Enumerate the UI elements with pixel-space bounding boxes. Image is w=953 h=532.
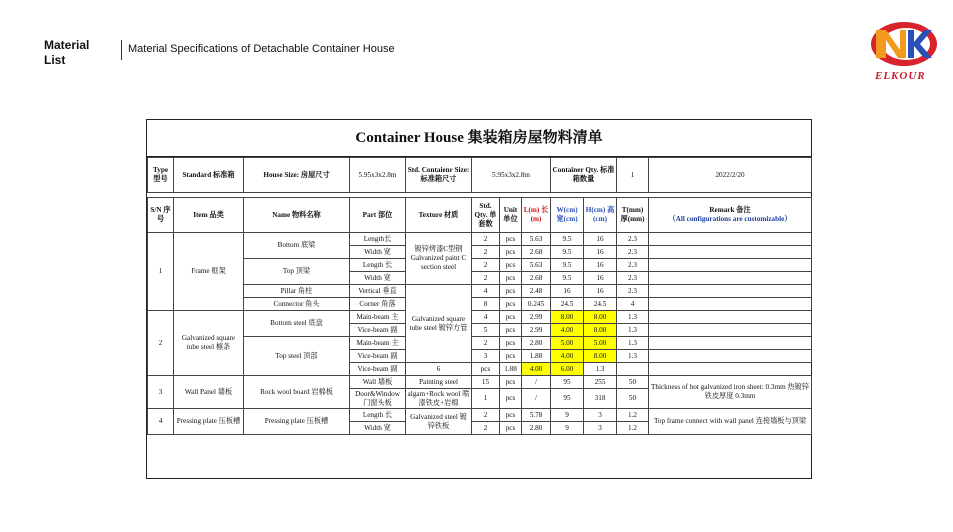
unit-cell: pcs	[500, 298, 522, 311]
material-list-document	[146, 119, 812, 479]
unit-cell: pcs	[500, 233, 522, 246]
material-table	[147, 157, 812, 435]
thickness-cell: 2.3	[617, 272, 649, 285]
header-texture: Texture 材质	[406, 198, 472, 233]
qty-cell: 6	[406, 363, 472, 376]
remark-note: （All configurations are customizable）	[668, 215, 792, 223]
length-cell: 2.48	[522, 285, 551, 298]
length-cell: 1.88	[500, 363, 522, 376]
sn-cell: 1	[148, 233, 174, 311]
remark-cell: Thickness of hot galvanized iron sheet: 0.3mm 热镀锌铁皮厚度 0.3mm	[649, 376, 812, 409]
qty-cell: 4	[472, 285, 500, 298]
info-row	[148, 158, 812, 193]
length-cell: 2.68	[522, 246, 551, 259]
qty-cell: 2	[472, 246, 500, 259]
header-std-qty: Std. Qty. 单套数	[472, 198, 500, 233]
page-subtitle: Material Specifications of Detachable Container House	[128, 43, 395, 55]
part-cell: Vertical 垂直	[350, 285, 406, 298]
thickness-cell: 2.3	[617, 285, 649, 298]
width-cell: 8.00	[551, 311, 584, 324]
unit-cell: pcs	[500, 409, 522, 422]
name-cell: Connector 角头	[244, 298, 350, 311]
unit-cell: pcs	[500, 285, 522, 298]
unit-cell: pcs	[500, 350, 522, 363]
container-qty-value: 1	[617, 158, 649, 193]
header-thickness: T(mm) 厚(mm)	[617, 198, 649, 233]
remark-cell	[649, 324, 812, 337]
part-cell: Vice-beam 副	[350, 363, 406, 376]
name-cell: Pillar 角柱	[244, 285, 350, 298]
remark-cell	[649, 298, 812, 311]
table-row	[148, 298, 812, 311]
sn-cell: 3	[148, 376, 174, 409]
remark-cell	[649, 233, 812, 246]
length-cell: 5.63	[522, 259, 551, 272]
qty-cell: 4	[472, 311, 500, 324]
header-item: Item 品类	[174, 198, 244, 233]
part-cell: Wall 墙板	[350, 376, 406, 389]
thickness-cell: 1.3	[584, 363, 617, 376]
qty-cell: 2	[472, 422, 500, 435]
unit-cell: pcs	[500, 272, 522, 285]
remark-cell	[649, 350, 812, 363]
table-row	[148, 409, 812, 422]
name-cell: Bottom 底梁	[244, 233, 350, 259]
height-cell: 8.00	[584, 324, 617, 337]
house-size-label: House Size: 房屋尺寸	[244, 158, 350, 193]
height-cell: 8.00	[584, 311, 617, 324]
thickness-cell: 1.3	[617, 324, 649, 337]
qty-cell: 2	[472, 233, 500, 246]
table-row	[148, 311, 812, 324]
length-cell: 2.99	[522, 324, 551, 337]
logo-brand-text: ELKOUR	[875, 70, 926, 82]
header-remark	[649, 198, 812, 233]
unit-cell: pcs	[500, 389, 522, 409]
remark-cell	[617, 363, 649, 376]
remark-cell	[649, 272, 812, 285]
remark-cell	[649, 311, 812, 324]
qty-cell: 2	[472, 337, 500, 350]
height-cell: 318	[584, 389, 617, 409]
texture-cell: Galvanized square tube steel 镀锌方管	[406, 285, 472, 363]
width-cell: 5.00	[551, 337, 584, 350]
length-cell: 5.63	[522, 233, 551, 246]
type-label: Type 型号	[148, 158, 174, 193]
sn-cell: 4	[148, 409, 174, 435]
thickness-cell: 1.3	[617, 350, 649, 363]
part-cell: Width 宽	[350, 272, 406, 285]
length-cell: 2.80	[522, 422, 551, 435]
texture-cell: 镀锌烤漆C型钢 Galvanized paint C section steel	[406, 233, 472, 285]
container-qty-label: Container Qty. 标准箱数量	[551, 158, 617, 193]
part-cell: Main-beam 主	[350, 337, 406, 350]
std-size-value: 5.95x3x2.8m	[472, 158, 551, 193]
header-part: Part 部位	[350, 198, 406, 233]
item-cell: Wall Panel 墙板	[174, 376, 244, 409]
width-cell: 9	[551, 422, 584, 435]
height-cell: 8.00	[584, 350, 617, 363]
unit-cell: pcs	[472, 363, 500, 376]
header-sn: S/N 序号	[148, 198, 174, 233]
length-cell: /	[522, 389, 551, 409]
length-cell: 5.78	[522, 409, 551, 422]
part-cell: Vice-beam 副	[350, 324, 406, 337]
header-name: Name 物料名称	[244, 198, 350, 233]
remark-cell	[649, 246, 812, 259]
part-cell: Vice-beam 副	[350, 350, 406, 363]
name-cell: Top steel 顶部	[244, 337, 350, 376]
qty-cell: 3	[472, 350, 500, 363]
qty-cell: 5	[472, 324, 500, 337]
header-unit: Unit 单位	[500, 198, 522, 233]
sn-cell: 2	[148, 311, 174, 376]
header-divider	[121, 40, 122, 60]
thickness-cell: 4	[617, 298, 649, 311]
document-date: 2022/2/20	[649, 158, 812, 193]
qty-cell: 2	[472, 409, 500, 422]
part-cell: Length长	[350, 233, 406, 246]
table-row	[148, 376, 812, 389]
qty-cell: 8	[472, 298, 500, 311]
document-title: Container House 集装箱房屋物料清单	[147, 120, 811, 157]
qty-cell: 1	[472, 389, 500, 409]
name-cell: Pressing plate 压板槽	[244, 409, 350, 435]
thickness-cell: 1.2	[617, 422, 649, 435]
name-cell: Top 顶梁	[244, 259, 350, 285]
item-cell: Pressing plate 压板槽	[174, 409, 244, 435]
unit-cell: pcs	[500, 376, 522, 389]
thickness-cell: 2.3	[617, 233, 649, 246]
header-height: H(cm) 高(cm)	[584, 198, 617, 233]
table-row	[148, 259, 812, 272]
texture-cell: Painting steel	[406, 376, 472, 389]
width-cell: 9.5	[551, 272, 584, 285]
part-cell: Length 长	[350, 409, 406, 422]
unit-cell: pcs	[500, 311, 522, 324]
page-title: Material List	[44, 38, 90, 67]
thickness-cell: 1.3	[617, 311, 649, 324]
width-cell: 16	[551, 285, 584, 298]
std-size-label: Std. Contaienr Size: 标准箱尺寸	[406, 158, 472, 193]
height-cell: 3	[584, 409, 617, 422]
width-cell: 24.5	[551, 298, 584, 311]
length-cell: 2.68	[522, 272, 551, 285]
table-row	[148, 285, 812, 298]
width-cell: 4.00	[551, 324, 584, 337]
item-cell: Galvanized square tube steel 檩条	[174, 311, 244, 376]
texture-cell: algam+Rock wool 喷漆铁皮+岩棉	[406, 389, 472, 409]
height-cell: 5.00	[584, 337, 617, 350]
length-cell: 2.99	[522, 311, 551, 324]
thickness-cell: 50	[617, 376, 649, 389]
length-cell: /	[522, 376, 551, 389]
width-cell: 95	[551, 389, 584, 409]
unit-cell: pcs	[500, 246, 522, 259]
height-cell: 255	[584, 376, 617, 389]
thickness-cell: 2.3	[617, 246, 649, 259]
part-cell: Main-beam 主	[350, 311, 406, 324]
qty-cell: 2	[472, 259, 500, 272]
width-cell: 9.5	[551, 246, 584, 259]
remark-cell	[649, 259, 812, 272]
part-cell: Width 宽	[350, 246, 406, 259]
height-cell: 24.5	[584, 298, 617, 311]
width-cell: 9.5	[551, 233, 584, 246]
height-cell: 16	[584, 272, 617, 285]
height-cell: 16	[584, 246, 617, 259]
part-cell: Length 长	[350, 259, 406, 272]
standard-label: Standard 标准箱	[174, 158, 244, 193]
length-cell: 2.80	[522, 337, 551, 350]
header-width: W(cm) 宽(cm)	[551, 198, 584, 233]
part-cell: Corner 角落	[350, 298, 406, 311]
length-cell: 1.88	[522, 350, 551, 363]
column-header-row	[148, 198, 812, 233]
texture-cell: Galvanized steel 镀锌铁板	[406, 409, 472, 435]
qty-cell: 15	[472, 376, 500, 389]
remark-title: Remark 备注	[709, 206, 751, 214]
width-cell: 9.5	[551, 259, 584, 272]
name-cell: Bottom steel 底盘	[244, 311, 350, 337]
header-length: L(m) 长(m)	[522, 198, 551, 233]
height-cell: 6.00	[551, 363, 584, 376]
width-cell: 4.00	[522, 363, 551, 376]
unit-cell: pcs	[500, 422, 522, 435]
remark-cell: Top frame connect with wall panel 连接墙板与顶梁	[649, 409, 812, 435]
house-size-value: 5.95x3x2.8m	[350, 158, 406, 193]
width-cell: 9	[551, 409, 584, 422]
remark-cell	[649, 285, 812, 298]
table-row	[148, 233, 812, 246]
height-cell: 16	[584, 285, 617, 298]
thickness-cell: 2.3	[617, 259, 649, 272]
thickness-cell: 50	[617, 389, 649, 409]
width-cell: 4.00	[551, 350, 584, 363]
item-cell: Frame 框架	[174, 233, 244, 311]
thickness-cell: 1.2	[617, 409, 649, 422]
name-cell: Rock wool board 岩棉板	[244, 376, 350, 409]
part-cell: Width 宽	[350, 422, 406, 435]
unit-cell: pcs	[500, 337, 522, 350]
unit-cell: pcs	[500, 324, 522, 337]
thickness-cell: 1.3	[617, 337, 649, 350]
height-cell: 16	[584, 233, 617, 246]
length-cell: 0.245	[522, 298, 551, 311]
part-cell: Door&Window 门窗头板	[350, 389, 406, 409]
height-cell: 3	[584, 422, 617, 435]
width-cell: 95	[551, 376, 584, 389]
height-cell: 16	[584, 259, 617, 272]
table-row	[148, 337, 812, 350]
remark-cell	[649, 337, 812, 350]
qty-cell: 2	[472, 272, 500, 285]
unit-cell: pcs	[500, 259, 522, 272]
